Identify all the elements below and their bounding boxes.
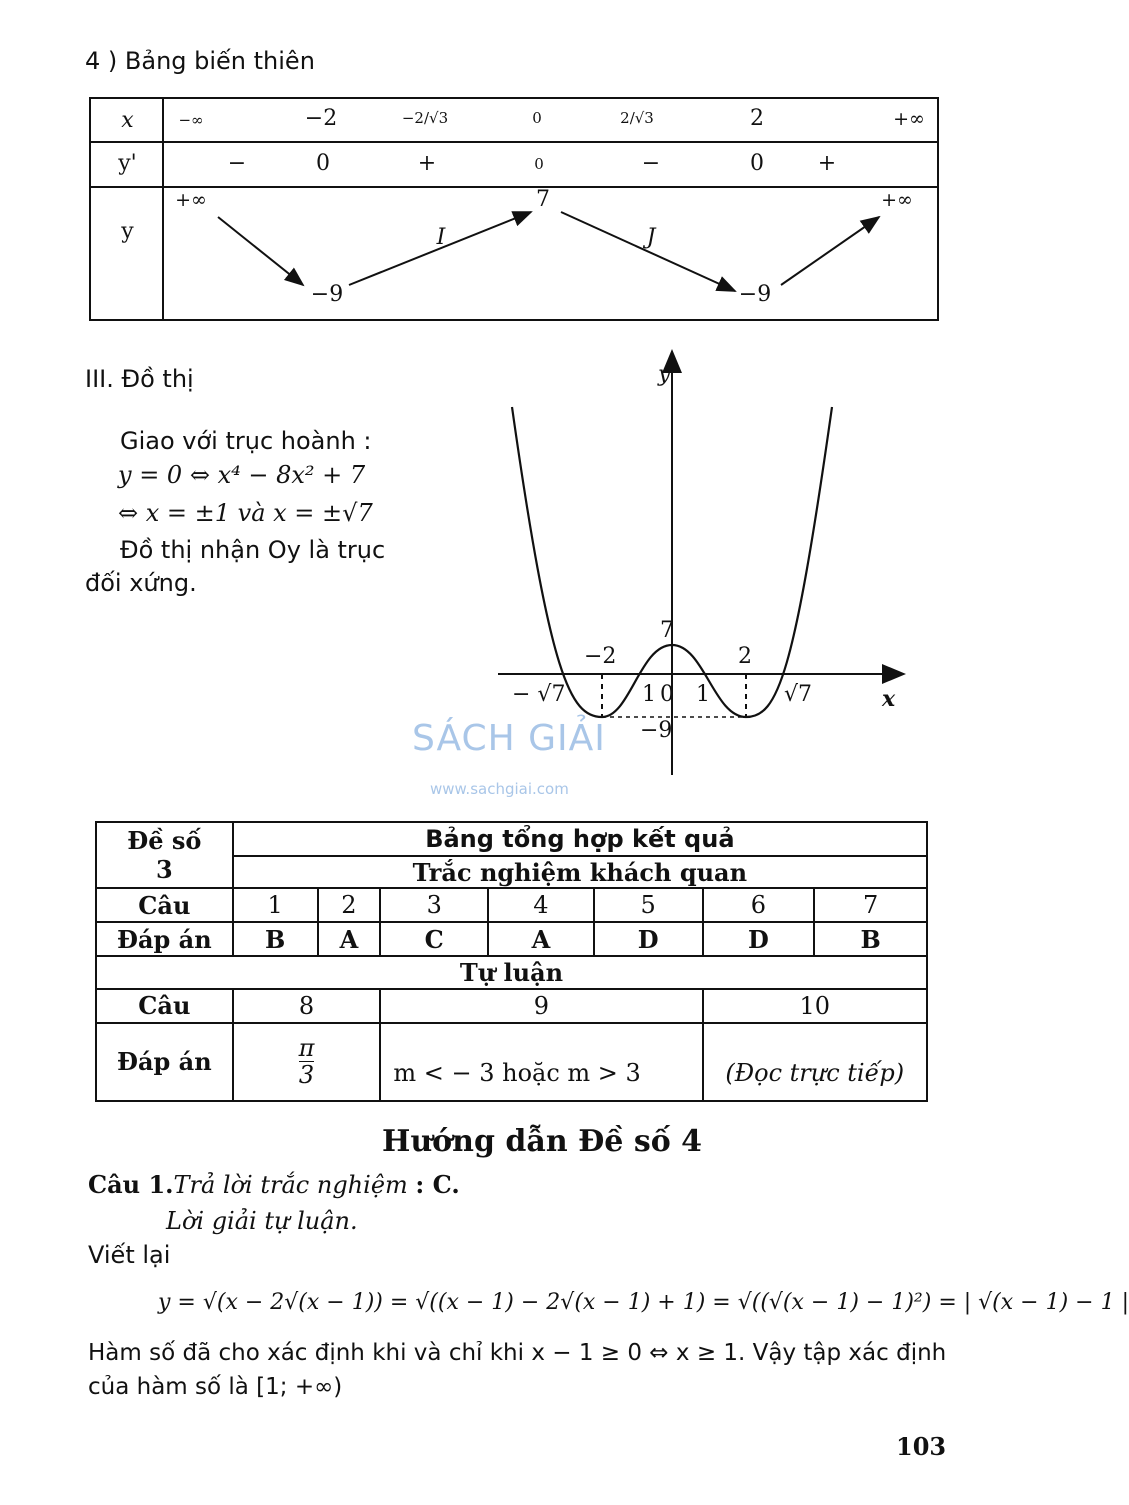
mc-answer: D bbox=[703, 922, 815, 956]
mc-answer: B bbox=[814, 922, 927, 956]
y-value: 7 bbox=[536, 187, 550, 212]
graph-y-axis-label: y bbox=[658, 362, 671, 387]
graph-min-label: −9 bbox=[640, 718, 673, 743]
y-value: −9 bbox=[738, 282, 772, 307]
formula: y = √(x − 2√(x − 1)) = √((x − 1) − 2√(x − 1) + 1) = √((√(x − 1) − 1)²) = | √(x − 1) − 1 | bbox=[158, 1290, 1129, 1315]
x-value: +∞ bbox=[893, 108, 925, 130]
graph-tick-label: 1 bbox=[642, 682, 656, 707]
graph-x-axis-label: x bbox=[882, 686, 896, 712]
graph-text-line: Đồ thị nhận Oy là trục bbox=[120, 536, 386, 564]
mc-question: 7 bbox=[814, 888, 927, 922]
essay-answer-9: m < − 3 hoặc m > 3 bbox=[380, 1023, 702, 1101]
mc-question: 6 bbox=[703, 888, 815, 922]
yprime-sign: − bbox=[641, 151, 661, 176]
x-value: 0 bbox=[532, 109, 542, 127]
essay-question: 10 bbox=[703, 989, 927, 1023]
de-so-cell: Đề số 3 bbox=[96, 822, 233, 888]
graph-text-line: ⇔ x = ±1 và x = ±√7 bbox=[118, 499, 373, 527]
mc-question: 4 bbox=[488, 888, 594, 922]
essay-question: 9 bbox=[380, 989, 702, 1023]
cau-label: Câu bbox=[96, 989, 233, 1023]
mc-question: 2 bbox=[318, 888, 381, 922]
domain-text: Hàm số đã cho xác định khi và chỉ khi x − 1 ≥ 0 ⇔ x ≥ 1. Vậy tập xác định bbox=[88, 1340, 947, 1366]
dap-an-label: Đáp án bbox=[96, 1023, 233, 1101]
variation-table bbox=[89, 97, 939, 321]
yprime-sign: + bbox=[417, 151, 437, 176]
decrease-arrow bbox=[561, 212, 735, 291]
row-label-yprime: y' bbox=[118, 151, 137, 176]
yprime-sign: − bbox=[227, 151, 247, 176]
x-value: −∞ bbox=[178, 111, 204, 129]
guide-heading: Hướng dẫn Đề số 4 bbox=[382, 1124, 703, 1159]
decrease-arrow bbox=[218, 217, 303, 285]
section-heading-graph: III. Đồ thị bbox=[85, 365, 194, 393]
row-label-x: x bbox=[121, 108, 134, 133]
variation-arrows bbox=[91, 99, 937, 319]
mc-answer: D bbox=[594, 922, 703, 956]
y-value: −9 bbox=[310, 282, 344, 307]
yprime-value: 0 bbox=[316, 151, 330, 176]
graph-text-line: y = 0 ⇔ x⁴ − 8x² + 7 bbox=[118, 461, 366, 489]
x-value: 2/√3 bbox=[620, 109, 654, 127]
arrow-label: J bbox=[646, 225, 656, 250]
mc-answer: A bbox=[318, 922, 381, 956]
graph-tick-label: 2 bbox=[738, 644, 752, 669]
graph-origin-label: 0 bbox=[660, 682, 674, 707]
graph-tick-label: −2 bbox=[584, 644, 617, 669]
graph-tick-label: 1 bbox=[696, 682, 710, 707]
results-table bbox=[95, 821, 928, 1102]
graph-max-label: 7 bbox=[660, 618, 674, 643]
essay-answer-10: (Đọc trực tiếp) bbox=[703, 1023, 927, 1101]
question-label: Câu 1. bbox=[88, 1170, 174, 1199]
question-1-line bbox=[88, 1168, 460, 1202]
essay-answer-8 bbox=[233, 1023, 381, 1101]
mc-question: 5 bbox=[594, 888, 703, 922]
yprime-value: 0 bbox=[750, 151, 764, 176]
x-value: −2 bbox=[304, 106, 338, 131]
y-value: +∞ bbox=[175, 189, 207, 211]
mc-answer: B bbox=[233, 922, 318, 956]
question-answer: : C. bbox=[415, 1170, 460, 1199]
fraction-denominator: 3 bbox=[298, 1060, 315, 1089]
essay-title: Tự luận bbox=[96, 956, 927, 988]
mc-title: Trắc nghiệm khách quan bbox=[233, 856, 927, 888]
mc-question: 1 bbox=[233, 888, 318, 922]
question-text: Trả lời trắc nghiệm bbox=[173, 1171, 408, 1199]
yprime-value: 0 bbox=[534, 155, 544, 173]
mc-answer: C bbox=[380, 922, 488, 956]
x-value: −2/√3 bbox=[401, 109, 449, 127]
results-title: Bảng tổng hợp kết quả bbox=[233, 822, 927, 856]
fraction-numerator: π bbox=[298, 1033, 315, 1062]
graph-tick-label: − √7 bbox=[512, 682, 566, 707]
domain-text: của hàm số là [1; +∞) bbox=[88, 1374, 343, 1400]
y-value: +∞ bbox=[881, 189, 913, 211]
mc-question: 3 bbox=[380, 888, 488, 922]
solution-label: Lời giải tự luận. bbox=[166, 1207, 358, 1235]
increase-arrow bbox=[349, 212, 531, 285]
essay-question: 8 bbox=[233, 989, 381, 1023]
watermark-url: www.sachgiai.com bbox=[430, 780, 569, 798]
page-number: 103 bbox=[896, 1432, 947, 1461]
graph-tick-label: √7 bbox=[784, 682, 813, 707]
yprime-sign: + bbox=[817, 151, 837, 176]
increase-arrow bbox=[781, 217, 879, 285]
cau-label: Câu bbox=[96, 888, 233, 922]
section-heading-variation: 4 ) Bảng biến thiên bbox=[85, 47, 315, 75]
x-value: 2 bbox=[750, 106, 764, 131]
graph-text-line: đối xứng. bbox=[85, 569, 197, 597]
dap-an-label: Đáp án bbox=[96, 922, 233, 956]
row-label-y: y bbox=[121, 219, 134, 244]
arrow-label: I bbox=[436, 225, 446, 250]
rewrite-label: Viết lại bbox=[88, 1241, 171, 1269]
graph-text-line: Giao với trục hoành : bbox=[120, 427, 372, 455]
mc-answer: A bbox=[488, 922, 594, 956]
watermark-logo: SÁCH GIẢI bbox=[412, 718, 606, 759]
